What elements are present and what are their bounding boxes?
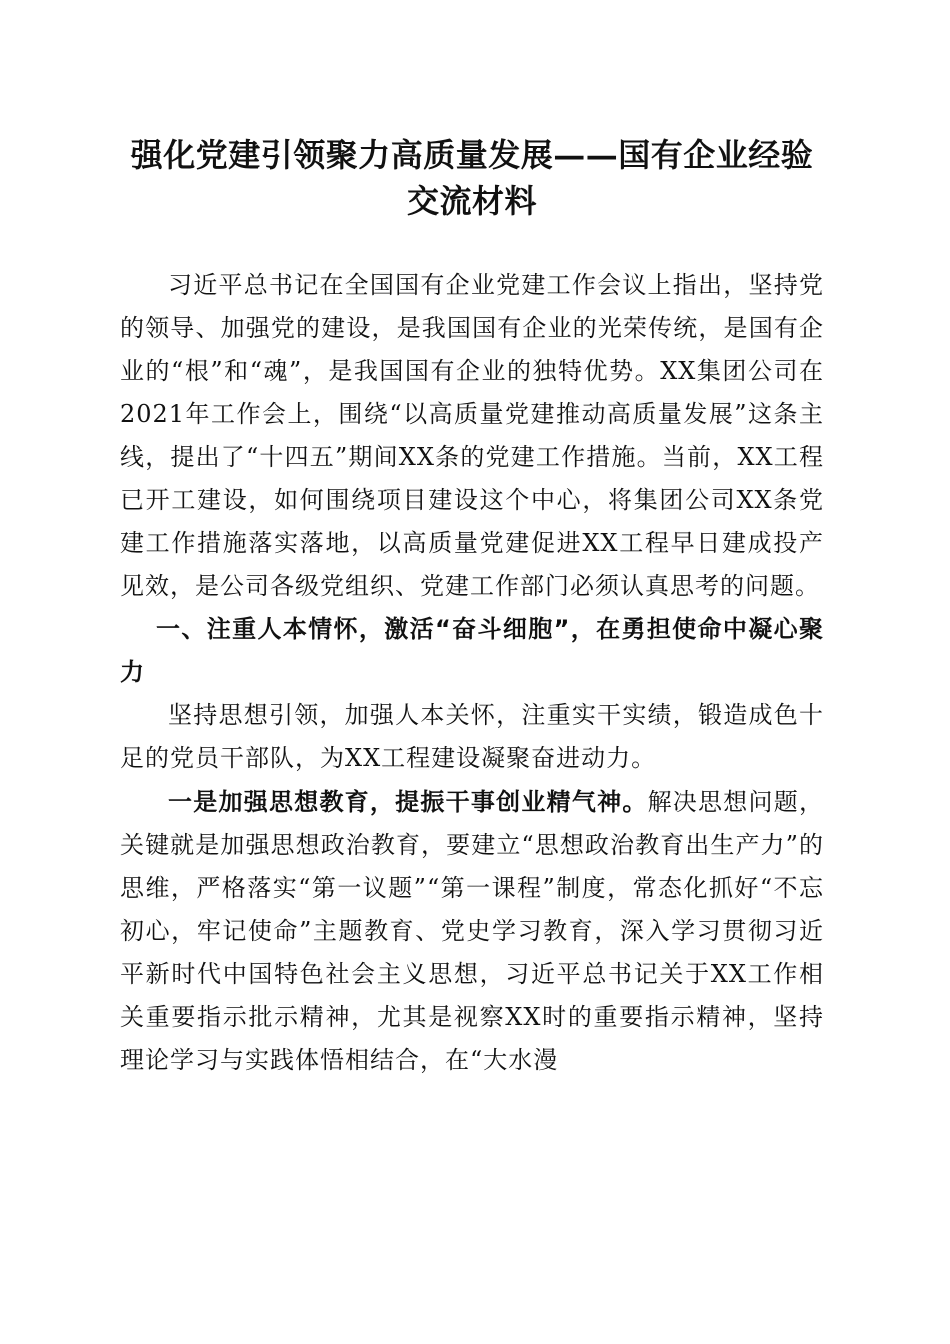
point-one-paragraph — [120, 780, 824, 1082]
document-title: 强化党建引领聚力高质量发展——国有企业经验交流材料 — [130, 136, 814, 220]
section-heading-1: 一、注重人本情怀，激活“奋斗细胞”，在勇担使命中凝心聚力 — [120, 615, 824, 686]
section-summary-paragraph: 坚持思想引领，加强人本关怀，注重实干实绩，锻造成色十足的党员干部队，为XX工程建设凝聚奋进动力。 — [120, 701, 824, 772]
point-one-text: 解决思想问题，关键就是加强思想政治教育，要建立“思想政治教育出生产力”的思维，严格落实“第一议题”“第一课程”制度，常态化抓好“不忘初心，牢记使命”主题教育、党史学习教育，深入学习贯彻习近平新时代中国特色社会主义思想，习近平总书记关于XX工作相关重要指示批示精神，尤其是视察XX时的重要指示精神，坚持理论学习与实践体悟相结合，在“大水漫 — [120, 788, 825, 1074]
point-one-lead: 一是加强思想教育，提振干事创业精气神。 — [168, 787, 648, 816]
intro-paragraph: 习近平总书记在全国国有企业党建工作会议上指出，坚持党的领导、加强党的建设，是我国国有企业的光荣传统，是国有企业的“根”和“魂”，是我国国有企业的独特优势。XX集团公司在2021年工作会上，围绕“以高质量党建推动高质量发展”这条主线，提出了“十四五”期间XX条的党建工作措施。当前，XX工程已开工建设，如何围绕项目建设这个中心，将集团公司XX条党建工作措施落实落地，以高质量党建促进XX工程早日建成投产见效，是公司各级党组织、党建工作部门必须认真思考的问题。 — [120, 271, 824, 600]
document-body — [120, 264, 824, 1082]
document-page — [120, 132, 824, 1082]
